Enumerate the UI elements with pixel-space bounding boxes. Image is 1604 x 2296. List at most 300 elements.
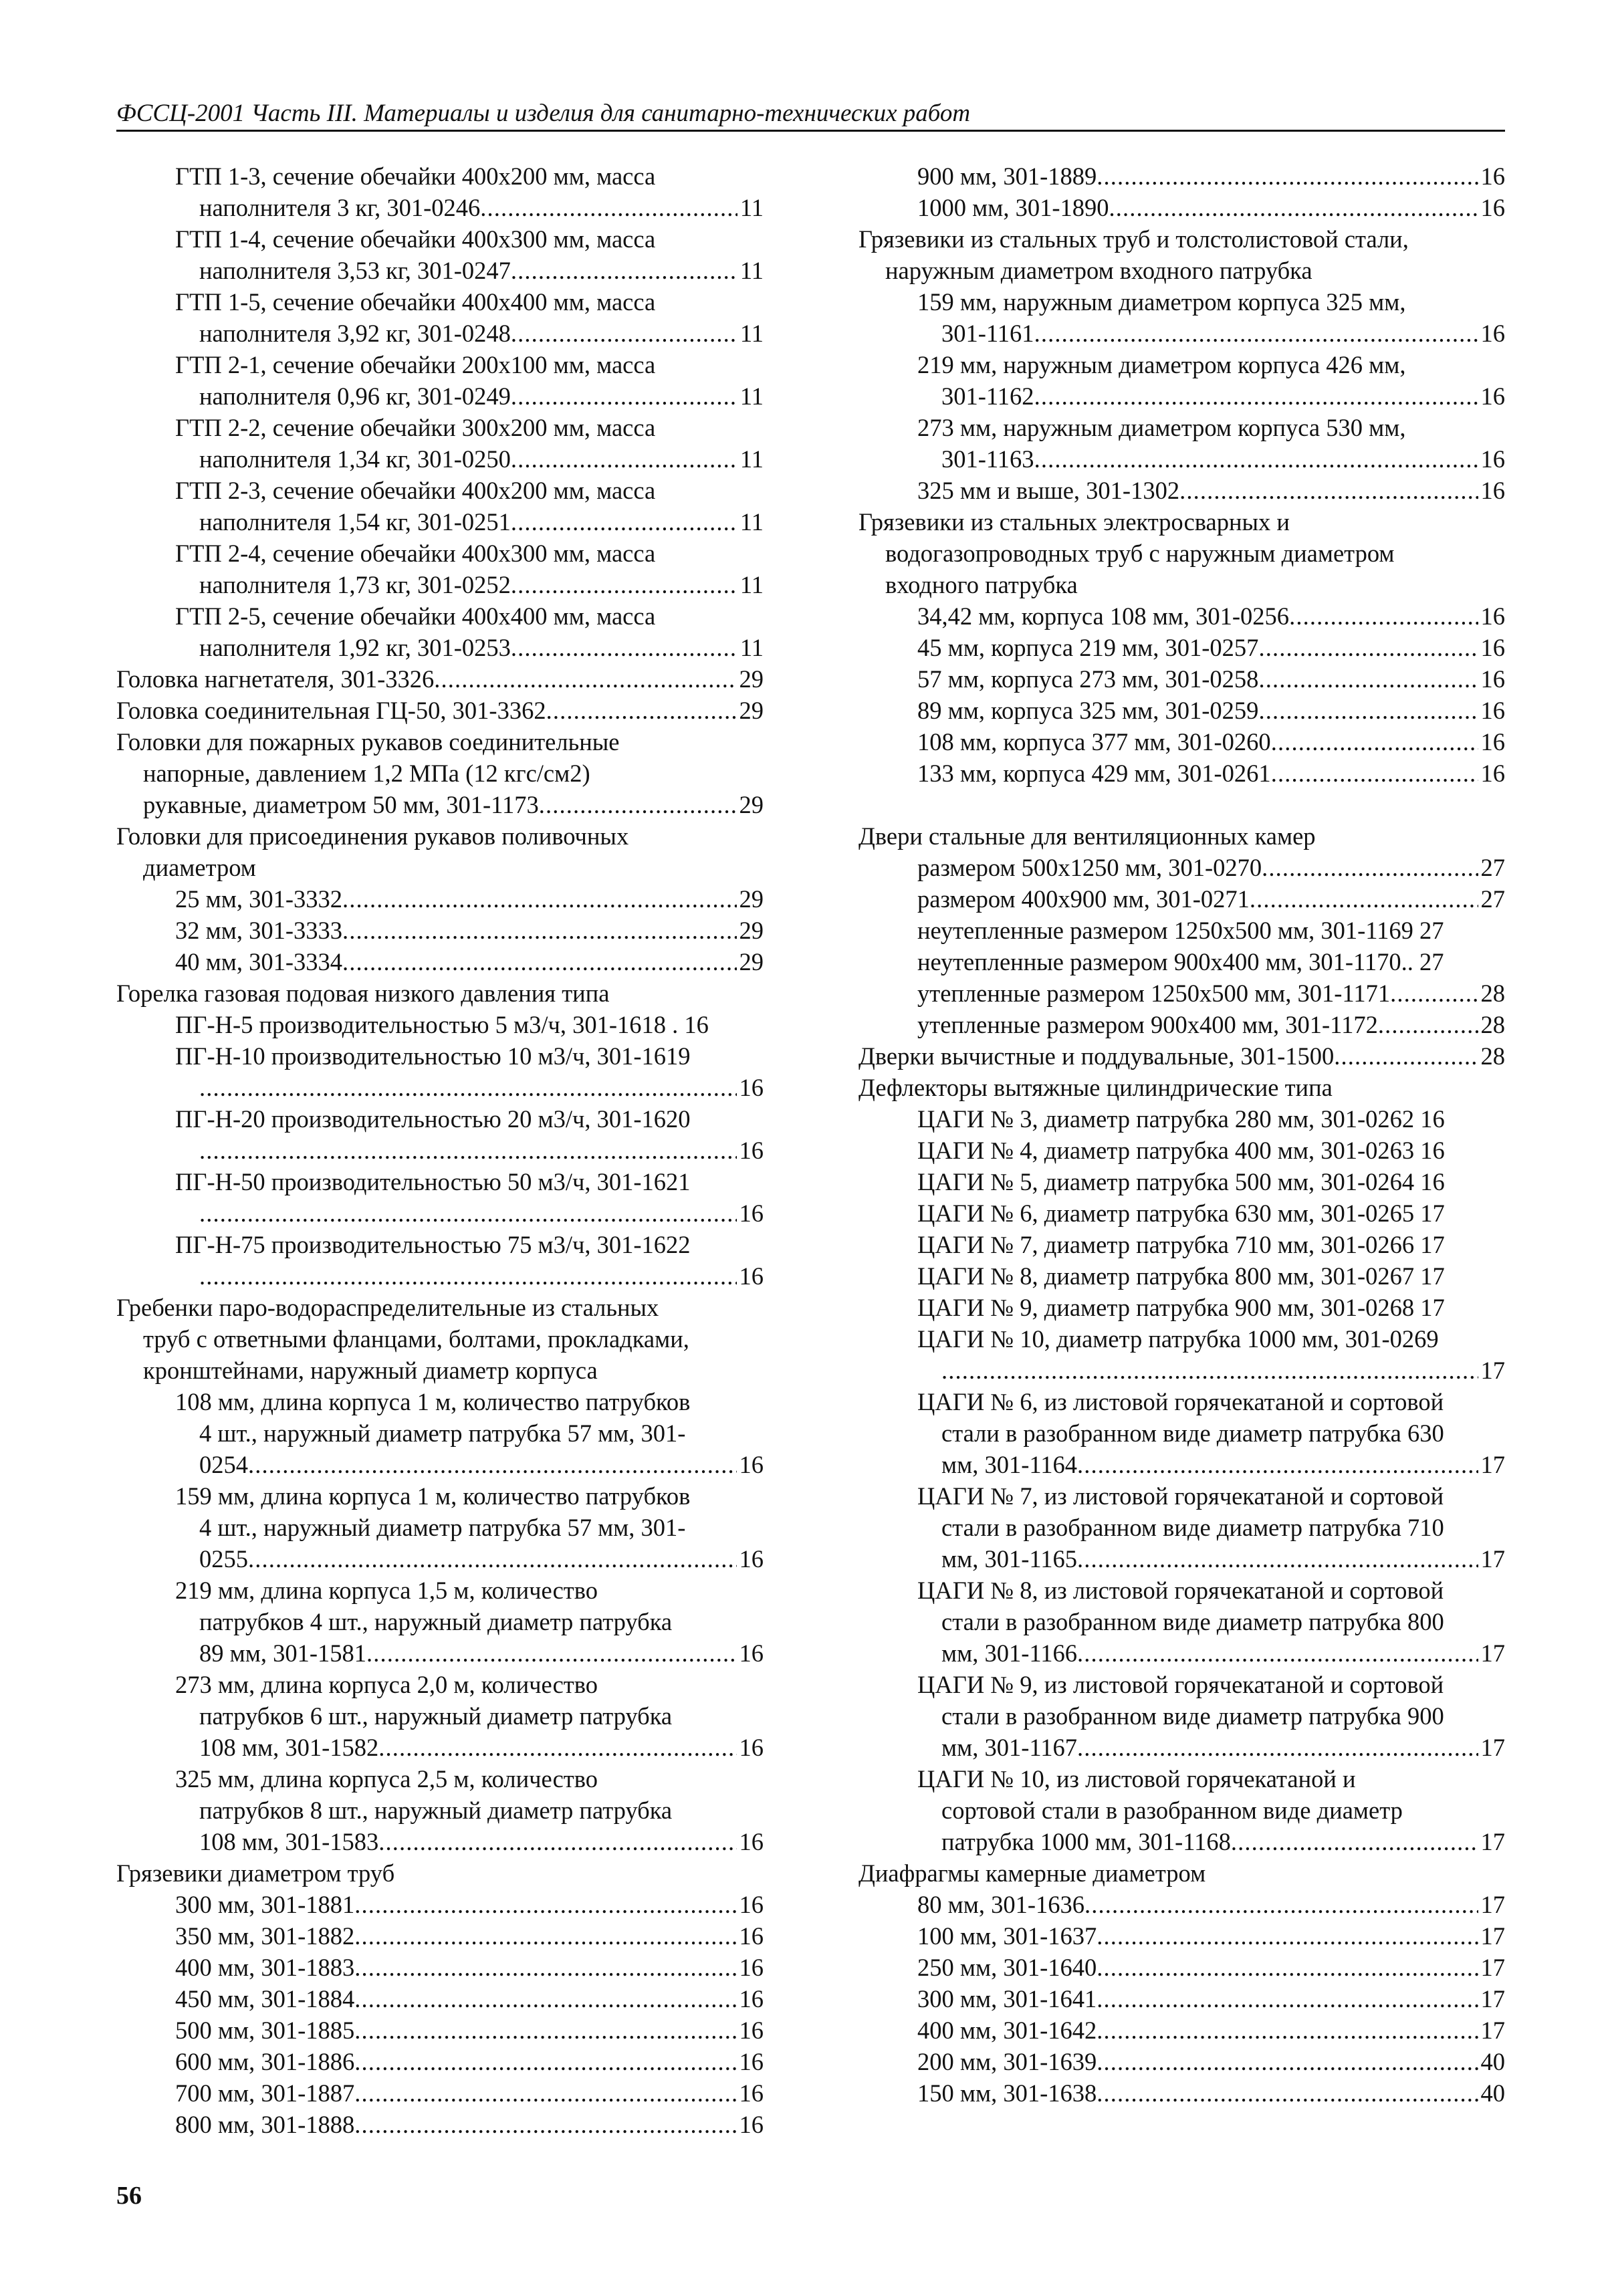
entry-page: 27 (1480, 854, 1505, 881)
entry-page: 16 (1480, 665, 1505, 693)
dot-leader (1034, 380, 1478, 412)
index-entry: наружным диаметром входного патрубка (885, 257, 1312, 284)
entry-page: 29 (739, 697, 764, 724)
entry-page: 16 (739, 1985, 764, 2013)
entry-page: 29 (739, 665, 764, 693)
dot-leader (1097, 1952, 1478, 1983)
entry-text: размером 400x900 мм, 301-0271 (917, 885, 1250, 913)
index-entry: 159 мм, длина корпуса 1 м, количество патрубков (175, 1482, 691, 1510)
dot-leader (354, 2077, 736, 2109)
entry-text: 301-1162 (941, 382, 1034, 410)
index-entry: входного патрубка (885, 571, 1078, 598)
dot-leader (511, 443, 737, 475)
entry-text: 450 мм, 301-1884 (175, 1985, 355, 2013)
entry-page: 17 (1480, 1922, 1505, 1950)
index-entry: 219 мм, наружным диаметром корпуса 426 мм, (917, 351, 1406, 378)
index-entry: ГТП 1-4, сечение обечайки 400x300 мм, масса (175, 225, 656, 253)
entry-text: мм, 301-1164 (941, 1451, 1077, 1478)
dot-leader (1390, 978, 1478, 1009)
dot-leader (1378, 1009, 1478, 1040)
entry-text: 400 мм, 301-1642 (917, 2017, 1097, 2044)
entry-page: 29 (739, 791, 764, 818)
entry-page: 17 (1480, 1891, 1505, 1918)
entry-text: 200 мм, 301-1639 (917, 2048, 1097, 2075)
entry-page: 16 (1480, 382, 1505, 410)
index-entry (858, 2077, 1505, 2109)
index-entry: ЦАГИ № 7, диаметр патрубка 710 мм, 301-0266 17 (917, 1231, 1445, 1258)
entry-page: 40 (1480, 2048, 1505, 2075)
entry-page: 16 (1480, 728, 1505, 756)
dot-leader (1250, 883, 1478, 915)
index-entry (858, 632, 1505, 663)
index-entry (858, 663, 1505, 695)
dot-leader (511, 569, 737, 600)
entry-page: 29 (739, 948, 764, 975)
index-entry: ПГ-Н-50 производительностью 50 м3/ч, 301-1621 (175, 1168, 691, 1195)
index-entry: ЦАГИ № 8, диаметр патрубка 800 мм, 301-0267 17 (917, 1262, 1445, 1290)
entry-page: 17 (1480, 1545, 1505, 1573)
entry-text: 500 мм, 301-1885 (175, 2017, 355, 2044)
entry-page: 17 (1480, 1734, 1505, 1761)
entry-text: 301-1161 (941, 320, 1034, 347)
entry-text: 108 мм, корпуса 377 мм, 301-0260 (917, 728, 1271, 756)
entry-text: мм, 301-1167 (941, 1734, 1077, 1761)
entry-text: утепленные размером 900x400 мм, 301-1172 (917, 1011, 1378, 1038)
dot-leader (1034, 443, 1478, 475)
entry-page: 11 (739, 445, 764, 473)
index-entry: ПГ-Н-5 производительностью 5 м3/ч, 301-1618 . 16 (175, 1011, 709, 1038)
entry-page: 16 (739, 1137, 764, 1164)
index-column-left (116, 160, 764, 2140)
index-entry (116, 2046, 764, 2077)
dot-leader (1077, 1637, 1478, 1669)
index-entry (858, 978, 1505, 1009)
entry-text: утепленные размером 1250x500 мм, 301-1171 (917, 980, 1391, 1007)
dot-leader (511, 318, 737, 349)
entry-page: 11 (739, 508, 764, 536)
entry-page: 16 (739, 2079, 764, 2107)
index-entry: напорные, давлением 1,2 МПа (12 кгс/см2) (143, 760, 590, 787)
entry-text: 800 мм, 301-1888 (175, 2111, 355, 2138)
entry-page: 17 (1480, 1639, 1505, 1667)
index-entry (858, 600, 1505, 632)
dot-leader (342, 915, 737, 946)
index-entry: ЦАГИ № 7, из листовой горячекатаной и сортовой (917, 1482, 1444, 1510)
index-entry: 273 мм, длина корпуса 2,0 м, количество (175, 1671, 598, 1698)
entry-page: 11 (739, 257, 764, 284)
entry-page: 16 (1480, 697, 1505, 724)
entry-text: 301-1163 (941, 445, 1034, 473)
entry-page: 28 (1480, 1011, 1505, 1038)
index-entry: 159 мм, наружным диаметром корпуса 325 мм, (917, 288, 1406, 316)
index-entry: ЦАГИ № 10, из листовой горячекатаной и (917, 1765, 1356, 1793)
page-number: 56 (116, 2182, 142, 2210)
index-entry: Головки для пожарных рукавов соединительные (116, 728, 620, 756)
index-entry: 219 мм, длина корпуса 1,5 м, количество (175, 1577, 598, 1604)
entry-page: 16 (739, 1262, 764, 1290)
dot-leader (480, 192, 737, 223)
index-entry (116, 663, 764, 695)
entry-text: наполнителя 3 кг, 301-0246 (199, 194, 481, 221)
index-entry (116, 1072, 764, 1103)
entry-page: 16 (739, 1639, 764, 1667)
entry-text: 108 мм, 301-1582 (199, 1734, 379, 1761)
dot-leader (1097, 2077, 1478, 2109)
index-entry: ЦАГИ № 3, диаметр патрубка 280 мм, 301-0262 16 (917, 1105, 1445, 1133)
entry-text: Головка нагнетателя, 301-3326 (116, 665, 435, 693)
index-entry (116, 1637, 764, 1669)
index-entry (858, 695, 1505, 726)
dot-leader (378, 1732, 736, 1763)
index-entry (858, 1009, 1505, 1040)
index-entry: ЦАГИ № 9, диаметр патрубка 900 мм, 301-0268 17 (917, 1294, 1445, 1321)
index-entry: патрубков 4 шт., наружный диаметр патрубка (199, 1608, 673, 1635)
dot-leader (248, 1449, 737, 1480)
dot-leader (354, 1889, 736, 1920)
entry-page: 16 (739, 1074, 764, 1101)
dot-leader (199, 1072, 737, 1103)
index-entry (858, 1983, 1505, 2015)
entry-page: 16 (1480, 194, 1505, 221)
entry-text: наполнителя 1,92 кг, 301-0253 (199, 634, 511, 661)
entry-text: наполнителя 3,92 кг, 301-0248 (199, 320, 511, 347)
index-entry (116, 506, 764, 538)
entry-page: 17 (1480, 1357, 1505, 1384)
entry-page: 16 (739, 2111, 764, 2138)
index-entry (116, 789, 764, 820)
index-entry (858, 1826, 1505, 1857)
index-entry (116, 632, 764, 663)
index-entry: ГТП 2-3, сечение обечайки 400x200 мм, масса (175, 477, 656, 504)
entry-text: 34,42 мм, корпуса 108 мм, 301-0256 (917, 602, 1290, 630)
entry-text: 133 мм, корпуса 429 мм, 301-0261 (917, 760, 1271, 787)
dot-leader (434, 663, 736, 695)
index-entry (858, 475, 1505, 506)
dot-leader (546, 695, 737, 726)
entry-page: 16 (1480, 477, 1505, 504)
entry-text: 89 мм, 301-1581 (199, 1639, 366, 1667)
index-entry (116, 883, 764, 915)
index-entry (116, 380, 764, 412)
entry-text: 900 мм, 301-1889 (917, 162, 1097, 190)
dot-leader (354, 2109, 736, 2140)
index-entry: ГТП 2-1, сечение обечайки 200x100 мм, масса (175, 351, 656, 378)
dot-leader (354, 1952, 736, 1983)
entry-text: 300 мм, 301-1881 (175, 1891, 355, 1918)
index-entry (116, 569, 764, 600)
dot-leader (1109, 192, 1478, 223)
entry-page: 17 (1480, 1985, 1505, 2013)
entry-page: 28 (1480, 1042, 1505, 1070)
entry-text: патрубка 1000 мм, 301-1168 (941, 1828, 1231, 1855)
index-entry: Гребенки паро-водораспределительные из стальных (116, 1294, 659, 1321)
index-entry (858, 1732, 1505, 1763)
dot-leader (1258, 632, 1478, 663)
entry-page: 16 (739, 1828, 764, 1855)
entry-text: 45 мм, корпуса 219 мм, 301-0257 (917, 634, 1259, 661)
index-entry (858, 2015, 1505, 2046)
index-entry (116, 2077, 764, 2109)
entry-page: 29 (739, 917, 764, 944)
index-entry: 4 шт., наружный диаметр патрубка 57 мм, 301- (199, 1514, 686, 1541)
entry-text: 350 мм, 301-1882 (175, 1922, 355, 1950)
index-entry: ЦАГИ № 9, из листовой горячекатаной и сортовой (917, 1671, 1444, 1698)
entry-text: 25 мм, 301-3332 (175, 885, 342, 913)
entry-page: 16 (739, 1545, 764, 1573)
dot-leader (511, 506, 737, 538)
dot-leader (1334, 1040, 1478, 1072)
entry-text: 100 мм, 301-1637 (917, 1922, 1097, 1950)
entry-text: рукавные, диаметром 50 мм, 301-1173 (143, 791, 539, 818)
entry-page: 11 (739, 382, 764, 410)
index-entry: ГТП 2-2, сечение обечайки 300x200 мм, масса (175, 414, 656, 441)
index-entry: ГТП 2-4, сечение обечайки 400x300 мм, масса (175, 540, 656, 567)
index-entry (116, 1920, 764, 1952)
entry-text: 0254 (199, 1451, 248, 1478)
index-entry: ЦАГИ № 5, диаметр патрубка 500 мм, 301-0264 16 (917, 1168, 1445, 1195)
dot-leader (511, 255, 737, 286)
index-entry (858, 1920, 1505, 1952)
entry-text: 80 мм, 301-1636 (917, 1891, 1084, 1918)
index-entry (116, 946, 764, 978)
entry-page: 16 (739, 2048, 764, 2075)
dot-leader (354, 2046, 736, 2077)
index-entry: стали в разобранном виде диаметр патрубка 630 (941, 1419, 1444, 1447)
entry-text: наполнителя 1,73 кг, 301-0252 (199, 571, 511, 598)
index-entry: Грязевики диаметром труб (116, 1859, 395, 1887)
index-entry: кронштейнами, наружный диаметр корпуса (143, 1357, 598, 1384)
index-entry: ЦАГИ № 4, диаметр патрубка 400 мм, 301-0263 16 (917, 1137, 1445, 1164)
entry-page: 17 (1480, 1954, 1505, 1981)
index-entry (858, 443, 1505, 475)
entry-page: 11 (739, 634, 764, 661)
index-entry (116, 695, 764, 726)
dot-leader (1077, 1543, 1478, 1575)
dot-leader (1271, 758, 1478, 789)
entry-text: 0255 (199, 1545, 248, 1573)
entry-page: 16 (1480, 320, 1505, 347)
index-entry (116, 1260, 764, 1292)
dot-leader (199, 1197, 737, 1229)
dot-leader (354, 1920, 736, 1952)
index-entry (116, 1135, 764, 1166)
index-entry (858, 1889, 1505, 1920)
dot-leader (1258, 663, 1478, 695)
entry-text: наполнителя 1,54 кг, 301-0251 (199, 508, 511, 536)
dot-leader (1097, 160, 1478, 192)
entry-page: 16 (739, 1199, 764, 1227)
index-entry: труб с ответными фланцами, болтами, прокладками, (143, 1325, 689, 1353)
index-entry (858, 758, 1505, 789)
index-entry (858, 883, 1505, 915)
index-entry (858, 1543, 1505, 1575)
entry-text: 400 мм, 301-1883 (175, 1954, 355, 1981)
entry-text: 300 мм, 301-1641 (917, 1985, 1097, 2013)
entry-page: 17 (1480, 1451, 1505, 1478)
dot-leader (1077, 1449, 1478, 1480)
index-entry: 4 шт., наружный диаметр патрубка 57 мм, 301- (199, 1419, 686, 1447)
spacer (858, 789, 1505, 820)
index-entry (116, 2109, 764, 2140)
entry-page: 29 (739, 885, 764, 913)
entry-page: 16 (739, 1922, 764, 1950)
dot-leader (1097, 1983, 1478, 2015)
entry-text: мм, 301-1166 (941, 1639, 1077, 1667)
entry-page: 16 (739, 1734, 764, 1761)
entry-page: 16 (1480, 634, 1505, 661)
dot-leader (1258, 695, 1478, 726)
entry-page: 16 (1480, 445, 1505, 473)
entry-page: 40 (1480, 2079, 1505, 2107)
index-entry (858, 318, 1505, 349)
dot-leader (1097, 2015, 1478, 2046)
index-entry: неутепленные размером 900x400 мм, 301-1170.. 27 (917, 948, 1444, 975)
dot-leader (1271, 726, 1478, 758)
dot-leader (1231, 1826, 1478, 1857)
entry-text: 600 мм, 301-1886 (175, 2048, 355, 2075)
entry-text: 57 мм, корпуса 273 мм, 301-0258 (917, 665, 1259, 693)
index-entry: Двери стальные для вентиляционных камер (858, 822, 1316, 850)
entry-text: 32 мм, 301-3333 (175, 917, 342, 944)
index-entry: ЦАГИ № 6, диаметр патрубка 630 мм, 301-0265 17 (917, 1199, 1445, 1227)
index-entry (116, 318, 764, 349)
index-entry (116, 1197, 764, 1229)
index-entry (116, 255, 764, 286)
index-entry: патрубков 8 шт., наружный диаметр патрубка (199, 1797, 673, 1824)
index-entry: неутепленные размером 1250x500 мм, 301-1169 27 (917, 917, 1444, 944)
dot-leader (342, 883, 737, 915)
entry-page: 16 (739, 1451, 764, 1478)
index-entry (858, 192, 1505, 223)
index-entry: 108 мм, длина корпуса 1 м, количество патрубков (175, 1388, 691, 1415)
index-entry (116, 192, 764, 223)
entry-text: 250 мм, 301-1640 (917, 1954, 1097, 1981)
entry-text: Дверки вычистные и поддувальные, 301-1500 (858, 1042, 1335, 1070)
index-entry (858, 2046, 1505, 2077)
index-entry (858, 160, 1505, 192)
index-entry: ПГ-Н-75 производительностью 75 м3/ч, 301-1622 (175, 1231, 691, 1258)
dot-leader (511, 632, 737, 663)
index-entry (116, 1732, 764, 1763)
index-entry: ПГ-Н-20 производительностью 20 м3/ч, 301-1620 (175, 1105, 691, 1133)
index-entry (116, 443, 764, 475)
index-entry: Грязевики из стальных электросварных и (858, 508, 1290, 536)
index-entry (858, 726, 1505, 758)
entry-text: 108 мм, 301-1583 (199, 1828, 379, 1855)
dot-leader (199, 1260, 737, 1292)
dot-leader (199, 1135, 737, 1166)
entry-page: 17 (1480, 2017, 1505, 2044)
index-entry: стали в разобранном виде диаметр патрубка 900 (941, 1702, 1444, 1730)
index-entry: ЦАГИ № 6, из листовой горячекатаной и сортовой (917, 1388, 1444, 1415)
index-entry: 325 мм, длина корпуса 2,5 м, количество (175, 1765, 598, 1793)
dot-leader (1262, 852, 1478, 883)
entry-text: 700 мм, 301-1887 (175, 2079, 355, 2107)
index-entry: Головки для присоединения рукавов поливочных (116, 822, 629, 850)
dot-leader (1289, 600, 1478, 632)
dot-leader (511, 380, 737, 412)
entry-text: наполнителя 3,53 кг, 301-0247 (199, 257, 511, 284)
entry-text: размером 500x1250 мм, 301-0270 (917, 854, 1262, 881)
index-entry (116, 915, 764, 946)
dot-leader (1097, 2046, 1478, 2077)
entry-page: 27 (1480, 885, 1505, 913)
entry-page: 16 (1480, 162, 1505, 190)
entry-text: наполнителя 1,34 кг, 301-0250 (199, 445, 511, 473)
index-entry (116, 1889, 764, 1920)
dot-leader (1077, 1732, 1478, 1763)
entry-page: 17 (1480, 1828, 1505, 1855)
dot-leader (941, 1355, 1478, 1386)
entry-text: 150 мм, 301-1638 (917, 2079, 1097, 2107)
index-entry (116, 1826, 764, 1857)
index-entry: стали в разобранном виде диаметр патрубка 800 (941, 1608, 1444, 1635)
entry-text: 40 мм, 301-3334 (175, 948, 342, 975)
entry-page: 11 (739, 194, 764, 221)
entry-page: 16 (1480, 760, 1505, 787)
dot-leader (354, 2015, 736, 2046)
index-entry: ГТП 1-3, сечение обечайки 400x200 мм, масса (175, 162, 656, 190)
index-entry: Дефлекторы вытяжные цилиндрические типа (858, 1074, 1333, 1101)
index-entry (116, 1952, 764, 1983)
entry-page: 16 (739, 1954, 764, 1981)
entry-text: 89 мм, корпуса 325 мм, 301-0259 (917, 697, 1259, 724)
entry-page: 16 (739, 2017, 764, 2044)
index-entry (116, 1543, 764, 1575)
index-entry: ПГ-Н-10 производительностью 10 м3/ч, 301-1619 (175, 1042, 691, 1070)
dot-leader (1084, 1889, 1478, 1920)
dot-leader (1034, 318, 1478, 349)
entry-page: 16 (1480, 602, 1505, 630)
dot-leader (378, 1826, 736, 1857)
dot-leader (366, 1637, 737, 1669)
dot-leader (539, 789, 737, 820)
index-entry: сортовой стали в разобранном виде диаметр (941, 1797, 1403, 1824)
index-entry: стали в разобранном виде диаметр патрубка 710 (941, 1514, 1444, 1541)
index-entry: Горелка газовая подовая низкого давления типа (116, 980, 610, 1007)
entry-page: 11 (739, 320, 764, 347)
index-entry: водогазопроводных труб с наружным диаметром (885, 540, 1395, 567)
index-column-right (858, 160, 1505, 2109)
index-entry: ЦАГИ № 10, диаметр патрубка 1000 мм, 301-0269 (917, 1325, 1439, 1353)
index-entry: Диафрагмы камерные диаметром (858, 1859, 1206, 1887)
entry-text: Головка соединительная ГЦ-50, 301-3362 (116, 697, 546, 724)
entry-text: 1000 мм, 301-1890 (917, 194, 1109, 221)
index-entry (858, 1355, 1505, 1386)
index-entry (858, 1637, 1505, 1669)
entry-page: 28 (1480, 980, 1505, 1007)
entry-text: 325 мм и выше, 301-1302 (917, 477, 1180, 504)
index-entry: ЦАГИ № 8, из листовой горячекатаной и сортовой (917, 1577, 1444, 1604)
index-entry: ГТП 1-5, сечение обечайки 400x400 мм, масса (175, 288, 656, 316)
index-entry (858, 380, 1505, 412)
dot-leader (1179, 475, 1478, 506)
index-entry (116, 2015, 764, 2046)
dot-leader (1097, 1920, 1478, 1952)
index-entry: Грязевики из стальных труб и толстолистовой стали, (858, 225, 1409, 253)
dot-leader (248, 1543, 737, 1575)
index-entry (858, 1449, 1505, 1480)
entry-page: 11 (739, 571, 764, 598)
index-entry (858, 1952, 1505, 1983)
index-entry: патрубков 6 шт., наружный диаметр патрубка (199, 1702, 673, 1730)
index-entry (116, 1449, 764, 1480)
index-entry: ГТП 2-5, сечение обечайки 400x400 мм, масса (175, 602, 656, 630)
index-entry: 273 мм, наружным диаметром корпуса 530 мм, (917, 414, 1406, 441)
index-entry (858, 852, 1505, 883)
entry-text: наполнителя 0,96 кг, 301-0249 (199, 382, 511, 410)
running-header: ФССЦ-2001 Часть III. Материалы и изделия для санитарно-технических работ (116, 99, 1505, 132)
